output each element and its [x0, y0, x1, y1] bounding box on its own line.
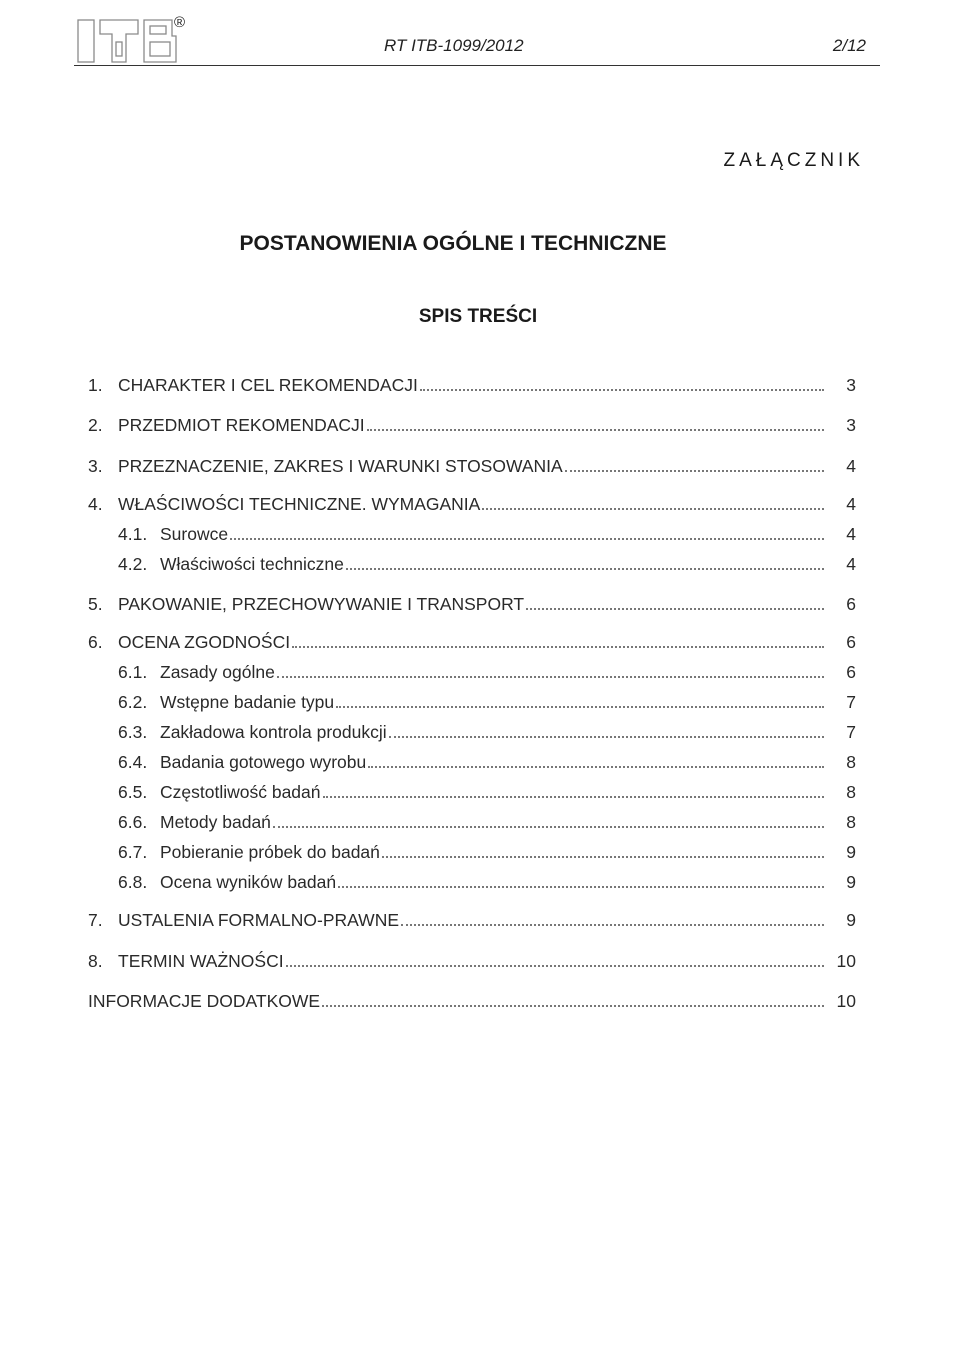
toc-entry-title: PRZEZNACZENIE, ZAKRES I WARUNKI STOSOWANIA: [118, 456, 563, 476]
toc-entry: [88, 455, 856, 477]
dot-leader: [389, 736, 824, 738]
toc-entry: [88, 493, 856, 515]
toc-entry: [118, 553, 856, 575]
toc-entry-page: 8: [846, 782, 856, 802]
toc-entry-page: 4: [846, 524, 856, 544]
toc-title: SPIS TREŚCI: [418, 306, 538, 327]
toc-entry-number: 1.: [88, 375, 103, 395]
page-title: POSTANOWIENIA OGÓLNE I TECHNICZNE: [239, 232, 667, 255]
toc-entry: [118, 661, 856, 683]
toc-entry-page: 9: [846, 842, 856, 862]
toc-entry-page: 4: [846, 554, 856, 574]
toc-entry-number: 6.4.: [118, 752, 148, 772]
toc-entry-page: 4: [846, 494, 856, 514]
toc-entry: [88, 593, 856, 615]
dot-leader: [273, 826, 824, 828]
toc-entry-page: 3: [846, 415, 856, 435]
toc-entry: [118, 721, 856, 743]
dot-leader: [286, 965, 824, 967]
dot-leader: [420, 389, 824, 391]
toc-entry-page: 7: [846, 692, 856, 712]
toc-entry-title: Wstępne badanie typu: [160, 692, 335, 712]
dot-leader: [526, 608, 824, 610]
toc-entry: [118, 781, 856, 803]
toc-entry: [88, 909, 856, 931]
dot-leader: [482, 508, 824, 510]
toc-entry-title: PRZEDMIOT REKOMENDACJI: [118, 415, 365, 435]
toc-entry-page: 3: [846, 375, 856, 395]
toc-entry-number: 4.2.: [118, 554, 148, 574]
toc-entry-number: 6.2.: [118, 692, 148, 712]
toc-entry-page: 6: [846, 632, 856, 652]
dot-leader: [230, 538, 824, 540]
itb-logo: [76, 18, 180, 64]
dot-leader: [322, 1005, 824, 1007]
toc-entry-title: Badania gotowego wyrobu: [160, 752, 367, 772]
dot-leader: [336, 706, 824, 708]
dot-leader: [368, 766, 824, 768]
toc-entry-page: 10: [836, 991, 856, 1011]
toc-entry: [88, 631, 856, 653]
toc-entry-title: WŁAŚCIWOŚCI TECHNICZNE. WYMAGANIA: [118, 494, 481, 514]
toc-entry-title: Częstotliwość badań: [160, 782, 321, 802]
toc-entry-page: 8: [846, 752, 856, 772]
toc-entry-number: 6.7.: [118, 842, 148, 862]
dot-leader: [338, 886, 824, 888]
toc-entry: [88, 950, 856, 972]
dot-leader: [367, 429, 824, 431]
toc-entry-page: 8: [846, 812, 856, 832]
toc-entry: [118, 691, 856, 713]
toc-entry-number: 2.: [88, 415, 103, 435]
toc-entry-title: PAKOWANIE, PRZECHOWYWANIE I TRANSPORT: [118, 594, 525, 614]
toc-entry-number: 5.: [88, 594, 103, 614]
toc-entry-title: INFORMACJE DODATKOWE: [88, 991, 321, 1011]
toc-entry-title: Metody badań: [160, 812, 271, 832]
toc-entry: [118, 811, 856, 833]
toc-entry-page: 6: [846, 662, 856, 682]
toc-entry: [118, 523, 856, 545]
toc-entry-title: Surowce: [160, 524, 229, 544]
annex-label: ZAŁĄCZNIK: [723, 150, 864, 171]
document-reference: RT ITB-1099/2012: [384, 36, 524, 55]
toc-entry-title: USTALENIA FORMALNO-PRAWNE: [118, 910, 400, 930]
toc-entry-number: 6.5.: [118, 782, 148, 802]
toc-entry-number: 6.3.: [118, 722, 148, 742]
toc-entry-title: Zakładowa kontrola produkcji: [160, 722, 387, 742]
toc-entry-number: 6.1.: [118, 662, 148, 682]
toc-entry: [88, 414, 856, 436]
dot-leader: [346, 568, 824, 570]
toc-entry-page: 9: [846, 910, 856, 930]
toc-entry-title: Pobieranie próbek do badań: [160, 842, 380, 862]
toc-entry-title: TERMIN WAŻNOŚCI: [118, 951, 284, 971]
toc-entry-page: 7: [846, 722, 856, 742]
page-number: 2/12: [832, 36, 866, 55]
toc-entry-title: Zasady ogólne: [160, 662, 275, 682]
toc-entry-page: 9: [846, 872, 856, 892]
toc-entry-page: 6: [846, 594, 856, 614]
toc-entry-page: 10: [836, 951, 856, 971]
toc-entry-number: 6.6.: [118, 812, 148, 832]
toc-entry: [118, 751, 856, 773]
toc-entry-number: 4.1.: [118, 524, 148, 544]
dot-leader: [382, 856, 824, 858]
toc-entry-title: Właściwości techniczne: [160, 554, 344, 574]
toc-entry: [88, 990, 856, 1012]
registered-mark: ®: [174, 14, 186, 31]
toc-entry: [118, 841, 856, 863]
toc-entry-number: 6.8.: [118, 872, 148, 892]
toc-entry-title: OCENA ZGODNOŚCI: [118, 632, 291, 652]
toc-entry-title: Ocena wyników badań: [160, 872, 337, 892]
toc-entry-number: 3.: [88, 456, 103, 476]
dot-leader: [292, 646, 824, 648]
toc-entry-number: 6.: [88, 632, 103, 652]
toc-entry-number: 4.: [88, 494, 103, 514]
toc-entry: [118, 871, 856, 893]
toc-entry-number: 8.: [88, 951, 103, 971]
dot-leader: [401, 924, 824, 926]
toc-entry-title: CHARAKTER I CEL REKOMENDACJI: [118, 375, 418, 395]
dot-leader: [323, 796, 825, 798]
toc-entry-page: 4: [846, 456, 856, 476]
header-divider: [74, 65, 880, 66]
dot-leader: [565, 470, 824, 472]
toc-entry-number: 7.: [88, 910, 103, 930]
toc-entry: [88, 374, 856, 396]
dot-leader: [277, 676, 824, 678]
